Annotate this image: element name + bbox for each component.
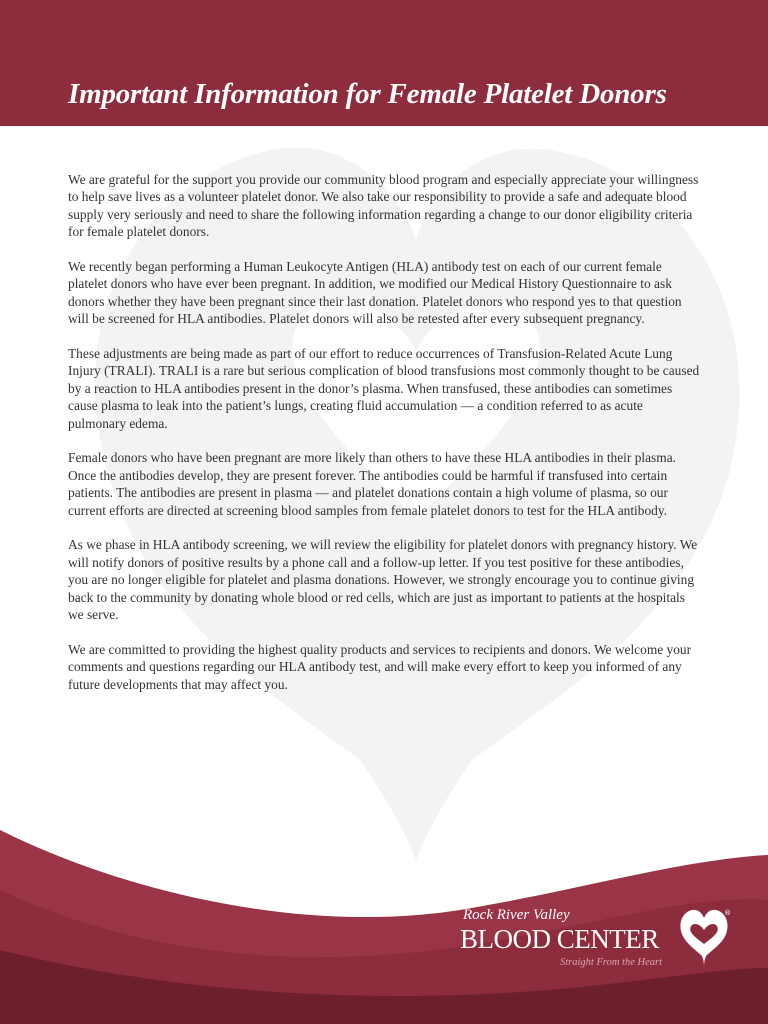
logo-name: BLOOD CENTER xyxy=(460,924,659,954)
blood-center-logo xyxy=(460,904,740,984)
logo-tagline: Straight From the Heart xyxy=(560,957,662,968)
paragraph: We are committed to providing the highest quality products and services to recipients and donors. We welcome your comments and questions regarding our HLA antibody test, and will make every effort to keep you informed of any future developments that may affect you. xyxy=(68,641,692,692)
logo-org-line: Rock River Valley xyxy=(463,907,570,923)
registered-mark: ® xyxy=(724,909,731,917)
letter-body xyxy=(68,171,700,711)
paragraph: We recently began performing a Human Leukocyte Antigen (HLA) antibody test on each of our current female platelet donors who have ever been pregnant. In addition, we modified our Medical History Questionnaire to ask donors whether they have been pregnant since their last donation. Platelet donors who respond yes to that question will be screened for HLA antibodies. Platelet donors will also be retested after every subsequent pregnancy. xyxy=(68,259,682,327)
paragraph: Female donors who have been pregnant are more likely than others to have these HLA antibodies in their plasma. Once the antibodies develop, they are present forever. The antibodies could be harmful if transfused into certain patients. The antibodies are present in plasma — and platelet donations contain a high volume of plasma, so our current efforts are directed at screening blood samples from female platelet donors to test for the HLA antibody. xyxy=(68,450,676,518)
paragraph: We are grateful for the support you provide our community blood program and especially appreciate your willingness to help save lives as a volunteer platelet donor. We also take our responsibility to provide a safe and adequate blood supply very seriously and need to share the following information regarding a change to our donor eligibility criteria for female platelet donors. xyxy=(68,172,699,240)
paragraph: As we phase in HLA antibody screening, we will review the eligibility for platelet donors with pregnancy history. We will notify donors of positive results by a phone call and a follow-up letter. If you test positive for these antibodies, you are no longer eligible for platelet and plasma donations. However, we strongly encourage you to continue giving back to the community by donating whole blood or red cells, which are just as important to patients at the hospitals we serve. xyxy=(68,537,698,623)
heart-drop-icon xyxy=(678,906,730,970)
paragraph: These adjustments are being made as part of our effort to reduce occurrences of Transfusion-Related Acute Lung Injury (TRALI). TRALI is a rare but serious complication of blood transfusions most commonly thought to be caused by a reaction to HLA antibodies present in the donor’s plasma. When transfused, these antibodies can sometimes cause plasma to leak into the patient’s lungs, creating fluid accumulation — a condition referred to as acute pulmonary edema. xyxy=(68,346,700,431)
page-title: Important Information for Female Platelet Donors xyxy=(68,78,667,110)
